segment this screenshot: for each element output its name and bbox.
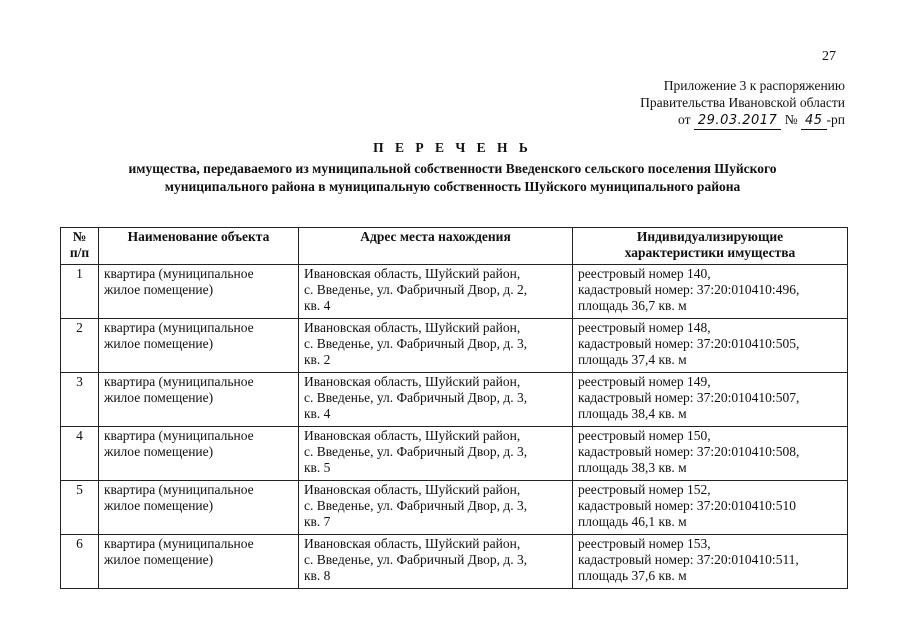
header-num: № п/п (61, 228, 99, 265)
object-address: Ивановская область, Шуйский район, с. Введенье, ул. Фабричный Двор, д. 3, кв. 7 (299, 481, 573, 535)
from-label: от (678, 112, 691, 127)
object-address: Ивановская область, Шуйский район, с. Введенье, ул. Фабричный Двор, д. 3, кв. 2 (299, 319, 573, 373)
object-characteristics: реестровый номер 152, кадастровый номер: 37:20:010410:510 площадь 46,1 кв. м (573, 481, 848, 535)
appendix-line-2: Правительства Ивановской области (640, 95, 845, 110)
header-characteristics: Индивидуализирующие характеристики имущества (573, 228, 848, 265)
object-name: квартира (муниципальное жилое помещение) (99, 481, 299, 535)
object-address: Ивановская область, Шуйский район, с. Введенье, ул. Фабричный Двор, д. 3, кв. 8 (299, 535, 573, 589)
table-row (61, 481, 848, 535)
object-address: Ивановская область, Шуйский район, с. Введенье, ул. Фабричный Двор, д. 2, кв. 4 (299, 265, 573, 319)
table-header-row (61, 228, 848, 265)
handwritten-number: 45 (801, 112, 827, 130)
header-address: Адрес места нахождения (299, 228, 573, 265)
object-name: квартира (муниципальное жилое помещение) (99, 265, 299, 319)
row-number: 6 (61, 535, 99, 589)
handwritten-date: 29.03.2017 (694, 112, 781, 130)
object-characteristics: реестровый номер 148, кадастровый номер: 37:20:010410:505, площадь 37,4 кв. м (573, 319, 848, 373)
appendix-header (640, 77, 845, 130)
row-number: 4 (61, 427, 99, 481)
document-subtitle (60, 160, 845, 196)
order-suffix: -рп (826, 112, 845, 127)
object-characteristics: реестровый номер 150, кадастровый номер: 37:20:010410:508, площадь 38,3 кв. м (573, 427, 848, 481)
row-number: 1 (61, 265, 99, 319)
object-characteristics: реестровый номер 140, кадастровый номер: 37:20:010410:496, площадь 36,7 кв. м (573, 265, 848, 319)
table-row (61, 319, 848, 373)
table-row (61, 265, 848, 319)
object-name: квартира (муниципальное жилое помещение) (99, 319, 299, 373)
row-number: 5 (61, 481, 99, 535)
object-characteristics: реестровый номер 149, кадастровый номер: 37:20:010410:507, площадь 38,4 кв. м (573, 373, 848, 427)
object-name: квартира (муниципальное жилое помещение) (99, 427, 299, 481)
object-address: Ивановская область, Шуйский район, с. Введенье, ул. Фабричный Двор, д. 3, кв. 5 (299, 427, 573, 481)
table-row (61, 373, 848, 427)
object-name: квартира (муниципальное жилое помещение) (99, 373, 299, 427)
document-title: П Е Р Е Ч Е Н Ь (373, 140, 532, 155)
header-name: Наименование объекта (99, 228, 299, 265)
object-name: квартира (муниципальное жилое помещение) (99, 535, 299, 589)
table-row (61, 427, 848, 481)
appendix-line-1: Приложение 3 к распоряжению (663, 78, 845, 93)
row-number: 3 (61, 373, 99, 427)
property-table (60, 227, 848, 589)
subtitle-line-1: имущества, передаваемого из муниципальной собственности Введенского сельского поселения Шуйского (128, 161, 777, 176)
page-number: 27 (822, 49, 836, 64)
row-number: 2 (61, 319, 99, 373)
appendix-line-3 (640, 111, 845, 130)
object-characteristics: реестровый номер 153, кадастровый номер: 37:20:010410:511, площадь 37,6 кв. м (573, 535, 848, 589)
number-label: № (784, 112, 798, 127)
subtitle-line-2: муниципального района в муниципальную собственность Шуйского муниципального района (164, 179, 741, 194)
object-address: Ивановская область, Шуйский район, с. Введенье, ул. Фабричный Двор, д. 3, кв. 4 (299, 373, 573, 427)
table-row (61, 535, 848, 589)
